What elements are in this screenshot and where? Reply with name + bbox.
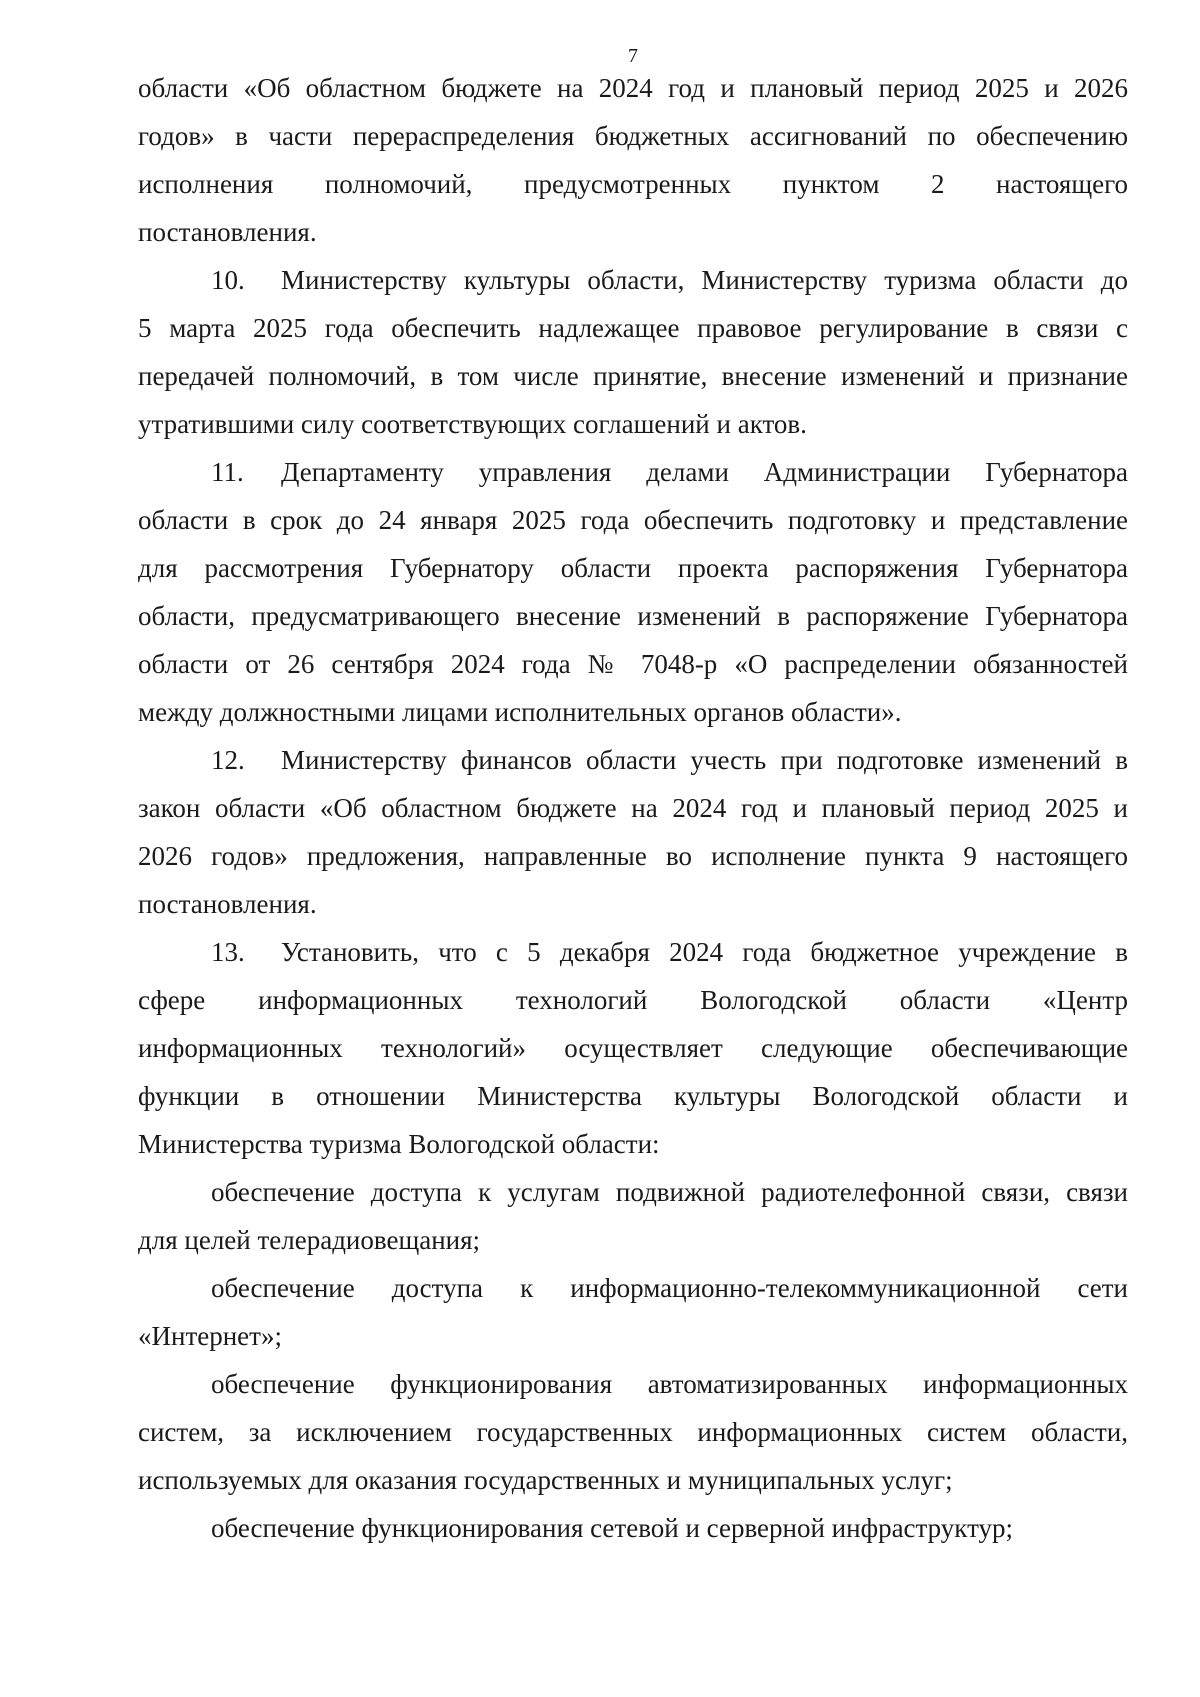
text-line: обеспечение функционирования автоматизированных информационных	[211, 1369, 1128, 1399]
text-line: обеспечение функционирования сетевой и серверной инфраструктур;	[211, 1513, 1014, 1543]
text-line: области «Об областном бюджете на 2024 год и плановый период 2025 и 2026	[138, 73, 1128, 103]
text-line: сфере информационных технологий Вологодской области «Центр	[138, 985, 1128, 1015]
paragraph-item-12	[138, 736, 1128, 928]
item-number: 11.	[211, 457, 244, 487]
text-line	[138, 256, 1128, 304]
text-line: постановления.	[138, 889, 317, 919]
text-line: 5 марта 2025 года обеспечить надлежащее правовое регулирование в связи с	[138, 313, 1128, 343]
list-item	[138, 1504, 1128, 1552]
page-number: 7	[628, 45, 638, 67]
text-line: закон области «Об областном бюджете на 2024 год и плановый период 2025 и	[138, 793, 1128, 823]
item-first-line: Департаменту управления делами Администрации Губернатора	[281, 457, 1128, 487]
text-line: утратившими силу соответствующих соглашений и актов.	[138, 409, 807, 439]
list-item	[138, 1360, 1128, 1504]
text-line: между должностными лицами исполнительных органов области».	[138, 697, 902, 727]
item-number: 10.	[211, 265, 245, 295]
paragraph-item-10	[138, 256, 1128, 448]
paragraph-item-13	[138, 928, 1128, 1168]
item-number: 13.	[211, 937, 245, 967]
text-line: информационных технологий» осуществляет следующие обеспечивающие	[138, 1033, 1128, 1063]
text-line: для рассмотрения Губернатору области проекта распоряжения Губернатора	[138, 553, 1128, 583]
text-line: обеспечение доступа к услугам подвижной радиотелефонной связи, связи	[211, 1177, 1128, 1207]
text-line: исполнения полномочий, предусмотренных пунктом 2 настоящего	[138, 169, 1128, 199]
item-number: 12.	[211, 745, 245, 775]
text-line	[138, 928, 1128, 976]
text-line: Министерства туризма Вологодской области:	[138, 1129, 660, 1159]
text-line: обеспечение доступа к информационно-телекоммуникационной сети	[211, 1273, 1128, 1303]
text-line	[138, 448, 1128, 496]
text-line: «Интернет»;	[138, 1321, 282, 1351]
list-item	[138, 1168, 1128, 1264]
item-first-line: Министерству финансов области учесть при подготовке изменений в	[281, 745, 1128, 775]
text-line: 2026 годов» предложения, направленные во исполнение пункта 9 настоящего	[138, 841, 1128, 871]
text-line: области в срок до 24 января 2025 года обеспечить подготовку и представление	[138, 505, 1128, 535]
text-line	[138, 736, 1128, 784]
text-line: области, предусматривающего внесение изменений в распоряжение Губернатора	[138, 601, 1128, 631]
text-line: области от 26 сентября 2024 года № 7048-р «О распределении обязанностей	[138, 649, 1128, 679]
text-line: передачей полномочий, в том числе принятие, внесение изменений и признание	[138, 361, 1128, 391]
text-line: функции в отношении Министерства культуры Вологодской области и	[138, 1081, 1128, 1111]
text-line: годов» в части перераспределения бюджетных ассигнований по обеспечению	[138, 121, 1128, 151]
text-line: используемых для оказания государственных и муниципальных услуг;	[138, 1465, 953, 1495]
paragraph-item-11	[138, 448, 1128, 736]
text-line: для целей телерадиовещания;	[138, 1225, 481, 1255]
text-line: систем, за исключением государственных информационных систем области,	[138, 1417, 1128, 1447]
list-item	[138, 1264, 1128, 1360]
item-first-line: Установить, что с 5 декабря 2024 года бюджетное учреждение в	[281, 937, 1128, 967]
item-first-line: Министерству культуры области, Министерству туризма области до	[281, 265, 1128, 295]
paragraph-continuation	[138, 64, 1128, 256]
text-line: постановления.	[138, 217, 317, 247]
